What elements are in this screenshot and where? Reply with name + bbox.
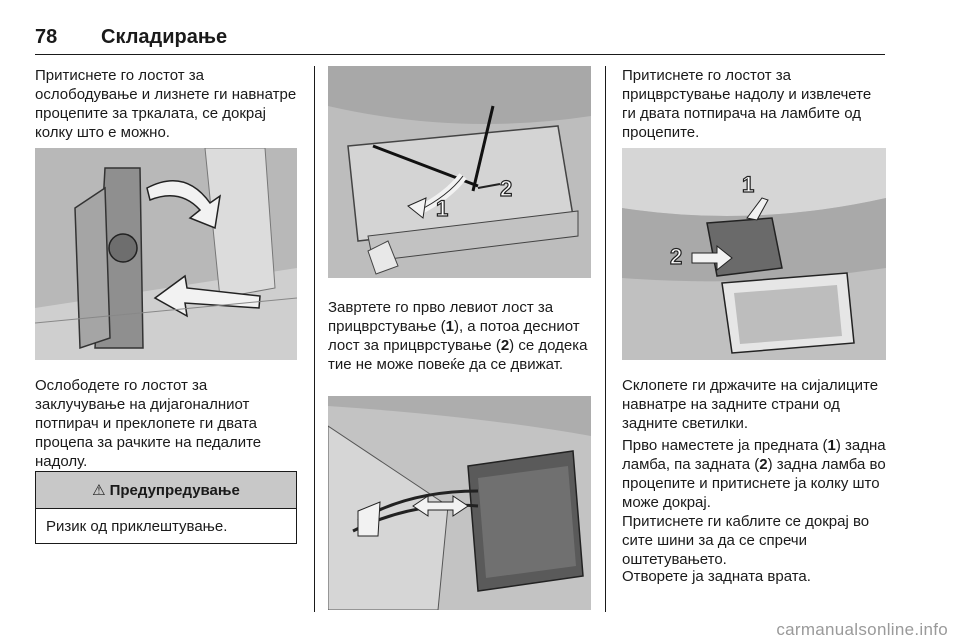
bold-number: 1 bbox=[827, 437, 836, 454]
text-run: ) задна ламба, па задната ( bbox=[622, 437, 886, 473]
callout-1: 1 bbox=[436, 196, 449, 221]
illustration-bike-carrier-lever bbox=[35, 148, 297, 360]
bold-number: 2 bbox=[759, 456, 768, 473]
instruction-paragraph: Ослободете го лостот за заклучување на дијагоналниот потпирач и преклопете ги двата процепа за рачките на педалите надолу. bbox=[35, 377, 262, 470]
instruction-paragraph: Отворете ја задната врата. bbox=[622, 568, 811, 585]
warning-title: Предупредување bbox=[109, 481, 240, 499]
callout-1: 1 bbox=[742, 172, 755, 197]
warning-box bbox=[35, 471, 297, 544]
callout-2: 2 bbox=[670, 244, 683, 269]
illustration-tail-lamp-slots bbox=[622, 148, 886, 360]
bold-number: 1 bbox=[445, 318, 454, 335]
bold-number: 2 bbox=[500, 337, 510, 354]
instruction-paragraph: Притиснете ги каблите се докрај во сите шини за да се спречи оштетувањето. bbox=[622, 513, 870, 568]
text-run: ) задна ламба во процепите и притиснете ја колку што може докрај. bbox=[622, 456, 886, 511]
column-divider bbox=[605, 66, 606, 612]
text-run: Завртете го прво левиот лост за прицврстување ( bbox=[328, 299, 554, 335]
instruction-paragraph: Притиснете го лостот за ослободување и лизнете ги навнатре процепите за тркалата, се докрај колку што е можно. bbox=[35, 67, 297, 141]
figure-wheel-slot-release bbox=[35, 148, 297, 360]
text-run: ), а потоа десниот лост за прицврстување ( bbox=[328, 318, 580, 354]
callout-2: 2 bbox=[500, 176, 513, 201]
illustration-fastening-levers bbox=[328, 66, 591, 278]
instruction-paragraph bbox=[328, 298, 596, 374]
column-divider bbox=[314, 66, 315, 612]
warning-header bbox=[36, 472, 296, 509]
figure-fastening-levers bbox=[328, 66, 591, 278]
illustration-lamp-holder bbox=[328, 396, 591, 610]
instruction-paragraph: Склопете ги држачите на сијалиците навнатре на задните страни од задните светилки. bbox=[622, 377, 879, 432]
figure-lamp-holder-removal bbox=[328, 396, 591, 610]
page-number: 78 bbox=[35, 26, 58, 48]
text-run: Прво наместете ја предната ( bbox=[622, 437, 828, 454]
page-header bbox=[35, 26, 885, 55]
section-title: Складирање bbox=[101, 26, 228, 48]
text-run: ) се додека тие не може повеќе да се движат. bbox=[328, 337, 588, 373]
instruction-paragraph: Притиснете го лостот за прицврстување надолу и извлечете ги двата потпирача на ламбите од процепите. bbox=[622, 67, 872, 141]
watermark: carmanualsonline.info bbox=[776, 620, 948, 639]
instruction-paragraph bbox=[622, 436, 890, 512]
figure-fold-lamp-holders bbox=[622, 148, 886, 360]
warning-triangle-icon: ⚠ bbox=[92, 482, 106, 499]
warning-text: Ризик од приклештување. bbox=[46, 518, 228, 535]
